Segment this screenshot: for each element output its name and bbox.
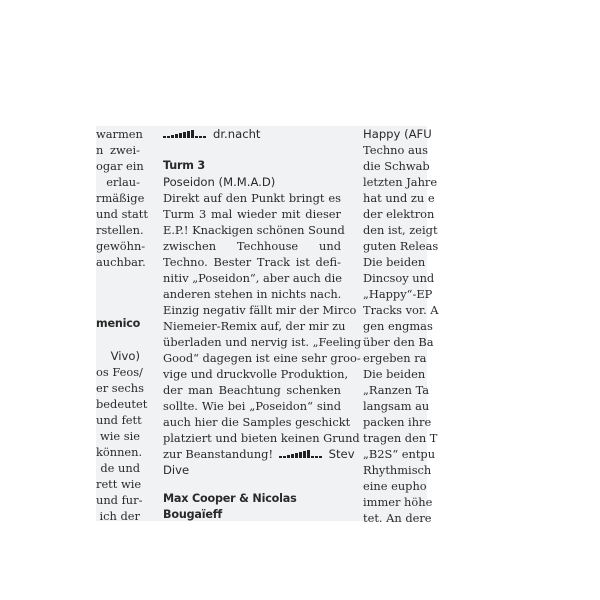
text-line: letzten Jahre [363, 175, 438, 189]
text-line: vige und druckvolle Produktion, [163, 367, 349, 381]
text-line: bedeutet [96, 397, 148, 411]
text-line: guten Releas [363, 239, 439, 253]
rating-bars-icon [279, 450, 325, 458]
text-line: n zwei- [96, 143, 140, 157]
text-line: Dincsoy und [363, 271, 435, 285]
text-line: ich der [99, 509, 140, 523]
text-line: packen ihre [363, 415, 432, 429]
review-subtitle: Vivo) [110, 349, 140, 363]
text-line: de und [100, 461, 140, 475]
text-line: rmäßige [96, 191, 145, 205]
text-line: gewöhn- [96, 239, 146, 253]
review-author: dr.nacht [213, 127, 261, 141]
text-line: eine eupho [363, 479, 427, 493]
review-title: Bougaïeff [163, 508, 223, 521]
text-line: die Schwab [363, 159, 430, 173]
text-line: Die beiden [363, 255, 426, 269]
review-signature [163, 126, 341, 142]
text-line: „Ranzen Ta [363, 383, 430, 397]
review-subtitle: Poseidon (M.M.A.D) [163, 175, 276, 189]
text-line: hat und zu e [363, 191, 435, 205]
text-line: ergeben ra [363, 351, 427, 365]
text-line: tet. An dere [363, 511, 432, 525]
text-line: wie sie [100, 429, 140, 443]
text-line: überladen und nervig ist. „Feeling [163, 335, 362, 349]
text-line: erlau- [106, 175, 140, 189]
review-author: Stev [328, 447, 355, 461]
text-line: ogar ein [96, 159, 144, 173]
text-line: warmen [96, 127, 143, 141]
text-line: und fett [96, 413, 142, 427]
text-line: Turm 3 mal wieder mit dieser [163, 207, 341, 221]
text-line: tragen den T [363, 431, 438, 445]
text-line: auchbar. [96, 255, 146, 269]
text-line: Good“ dagegen ist eine sehr groo- [163, 351, 361, 365]
rating-bars-icon [163, 130, 209, 138]
review-author-continued: Dive [163, 463, 190, 477]
text-line: Niemeier-Remix auf, der mir zu [163, 319, 346, 333]
text-line: Rhythmisch [363, 463, 432, 477]
review-title: Turm 3 [163, 159, 206, 172]
text-line: der elektron [363, 207, 435, 221]
text-line: E.P.! Knackigen schönen Sound [163, 223, 345, 237]
text-line: platziert und bieten keinen Grund [163, 431, 360, 445]
review-title: Happy (AFU [363, 127, 432, 141]
text-line: Techno aus [363, 143, 428, 157]
text-line: Einzig negativ fällt mir der Mirco [163, 303, 357, 317]
text-line: und statt [96, 207, 148, 221]
text-line: rett wie [96, 477, 142, 491]
text-line: können. [96, 445, 143, 459]
text-line: den ist, zeigt [363, 223, 438, 237]
text-line: anderen stehen in nichts nach. [163, 287, 342, 301]
text-line: über den Ba [363, 335, 434, 349]
text-line: nitiv „Poseidon“, aber auch die [163, 271, 343, 285]
text-line: der man Beachtung schenken [163, 383, 341, 397]
review-title: Max Cooper & Nicolas [163, 492, 297, 505]
text-line: „B2S“ entpu [363, 447, 436, 461]
text-line: rstellen. [96, 223, 144, 237]
text-line: zur Beanstandung! [163, 447, 274, 461]
text-line: langsam au [363, 399, 430, 413]
text-line: Die beiden [363, 367, 426, 381]
text-line: und fur- [96, 493, 143, 507]
text-line: auch hier die Samples geschickt [163, 415, 351, 429]
text-line: zwischen Techhouse und [163, 239, 341, 253]
text-line: Direkt auf den Punkt bringt es [163, 191, 341, 205]
text-line: Techno. Bester Track ist defi- [163, 255, 341, 269]
text-line: sollte. Wie bei „Poseidon“ sind [163, 399, 341, 413]
text-line: er sechs [96, 381, 144, 395]
text-line-with-signature [163, 446, 355, 462]
text-line: Tracks vor. A [363, 303, 439, 317]
text-line: gen engmas [363, 319, 433, 333]
text-line: „Happy“-EP [363, 287, 433, 301]
text-line: os Feos/ [96, 365, 143, 379]
review-title: menico [96, 317, 141, 330]
text-line: immer höhe [363, 495, 433, 509]
magazine-page [96, 126, 439, 525]
